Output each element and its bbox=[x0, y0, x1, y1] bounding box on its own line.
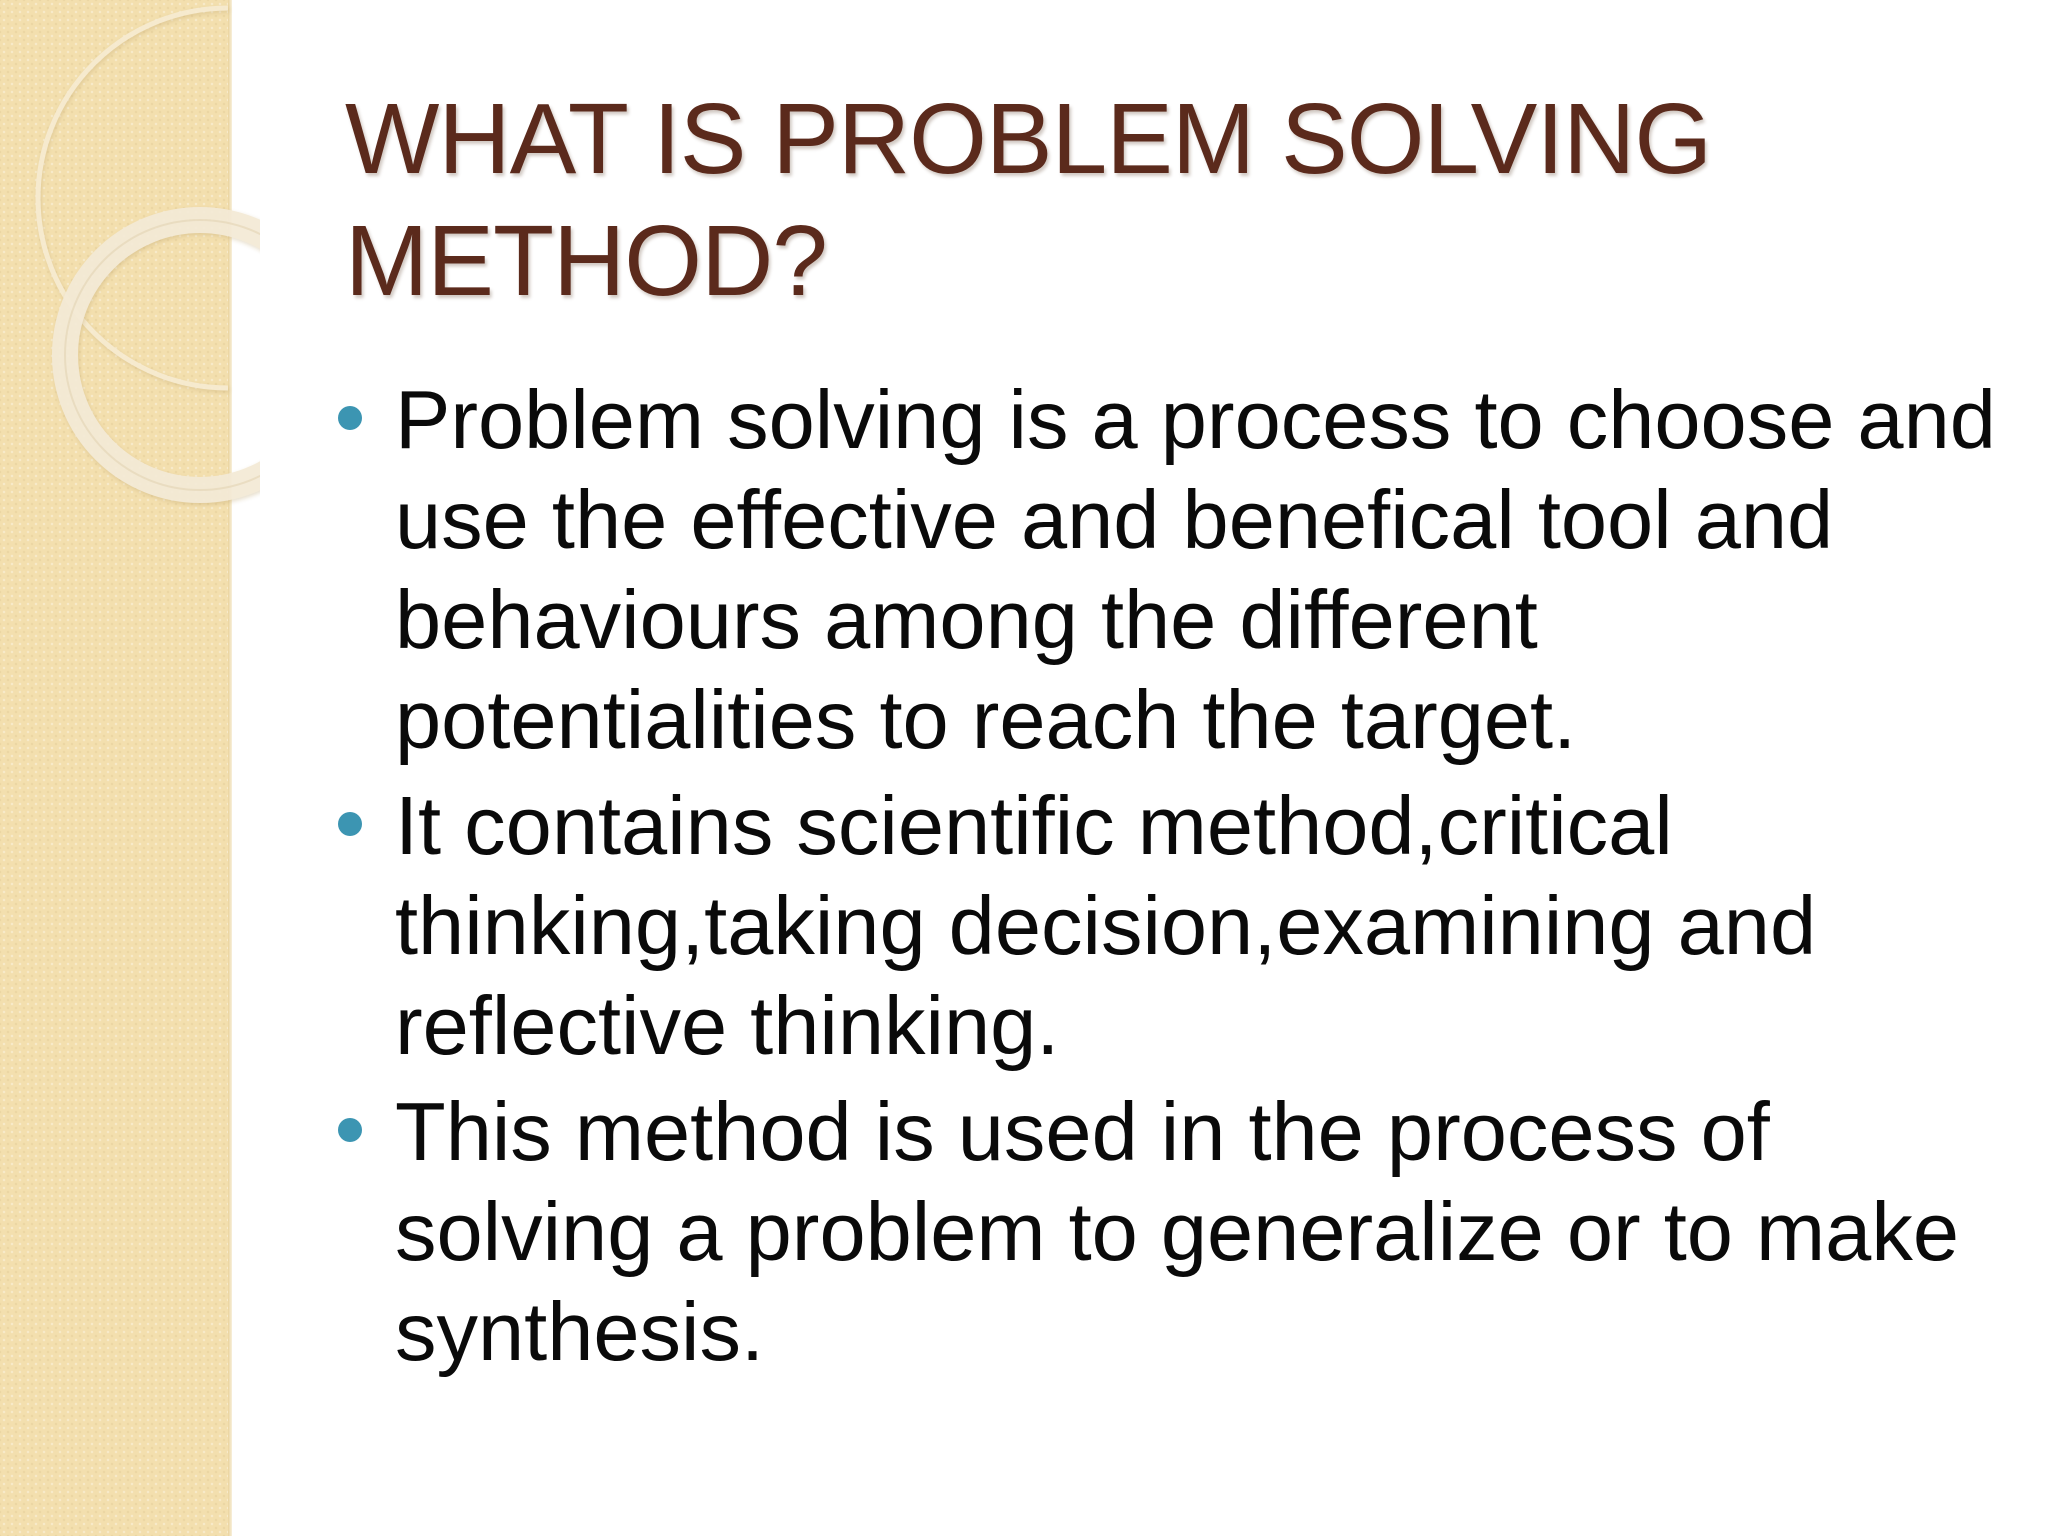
decorative-rings-icon bbox=[0, 0, 260, 520]
slide-title: WHAT IS PROBLEM SOLVING METHOD? bbox=[345, 83, 1712, 317]
bullet-text: This method is used in the process of solving a problem to generalize or to make synthesis. bbox=[395, 1085, 1959, 1378]
bullet-list bbox=[330, 370, 2010, 1388]
bullet-text: Problem solving is a process to choose and use the effective and benefical tool and behaviours among the different potentialities to reach the target. bbox=[395, 373, 1996, 766]
list-item bbox=[330, 1082, 2010, 1382]
bullet-text: It contains scientific method,critical thinking,taking decision,examining and reflective thinking. bbox=[395, 779, 1817, 1072]
bullet-dot-icon bbox=[338, 406, 362, 430]
list-item bbox=[330, 776, 2010, 1076]
list-item bbox=[330, 370, 2010, 770]
bullet-dot-icon bbox=[338, 812, 362, 836]
bullet-dot-icon bbox=[338, 1118, 362, 1142]
